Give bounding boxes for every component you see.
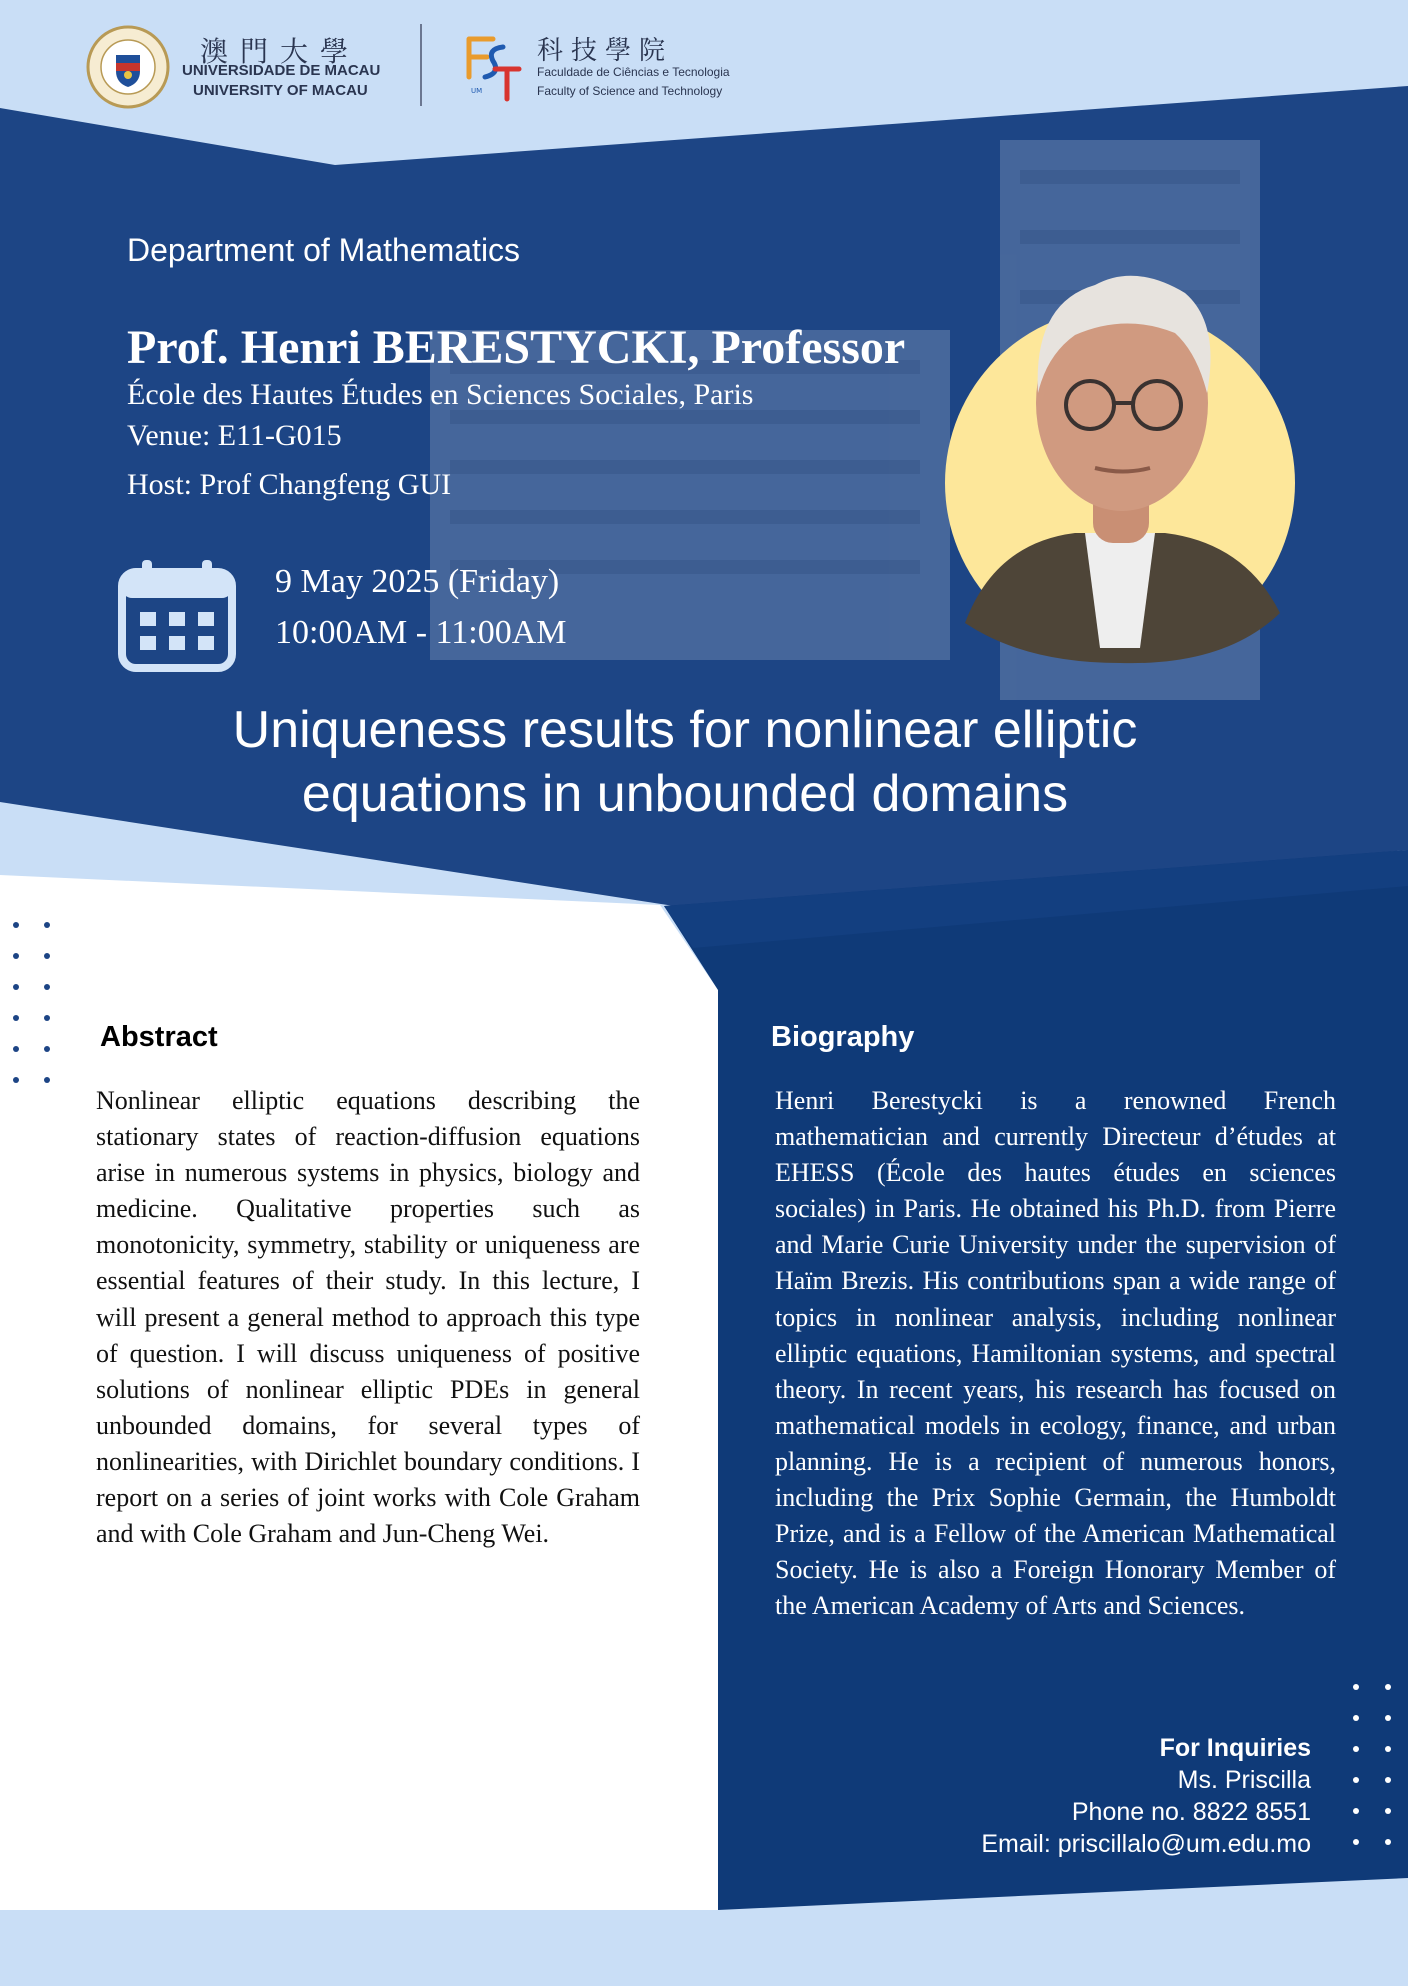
host: Host: Prof Changfeng GUI bbox=[127, 468, 452, 501]
calendar-icon bbox=[118, 560, 236, 672]
talk-title-line-1: Uniqueness results for nonlinear elliptic bbox=[232, 701, 1138, 759]
biography-text: Henri Berestycki is a renowned French mathematician and currently Directeur d’études at EHESS (École des hautes études en sciences sociales) in Paris. He obtained his Ph.D. from Pierre and Marie Curie University under the supervision of Haïm Brezis. His contributions span a wide range of topics in nonlinear analysis, including nonlinear elliptic equations, Hamiltonian systems, and spectral theory. In recent years, his research has focused on mathematical models in ecology, finance, and urban planning. He is a recipient of numerous honors, including the Prix Sophie Germain, the Humboldt Prize, and is a Fellow of the American Mathematical Society. He is also a Foreign Honorary Member of the American Academy of Arts and Sciences. bbox=[775, 1086, 1336, 1621]
abstract-heading: Abstract bbox=[100, 1021, 218, 1053]
talk-title bbox=[120, 698, 1250, 826]
event-date: 9 May 2025 (Friday) bbox=[275, 563, 560, 600]
fst-logo bbox=[463, 33, 523, 103]
venue: Venue: E11-G015 bbox=[127, 419, 342, 452]
department-label: Department of Mathematics bbox=[127, 232, 521, 268]
speaker-portrait bbox=[935, 243, 1305, 666]
inquiries-email[interactable]: Email: priscillalo@um.edu.mo bbox=[981, 1830, 1311, 1858]
um-chinese-name: 澳門大學 bbox=[200, 35, 361, 68]
inquiries-heading: For Inquiries bbox=[1159, 1734, 1311, 1762]
svg-text:UM: UM bbox=[471, 87, 483, 95]
biography-heading: Biography bbox=[771, 1021, 915, 1053]
fst-chinese-name: 科技學院 bbox=[537, 36, 674, 66]
talk-title-line-2: equations in unbounded domains bbox=[301, 765, 1069, 823]
inquiries-phone: Phone no. 8822 8551 bbox=[1071, 1798, 1311, 1826]
university-seal-logo bbox=[86, 25, 170, 109]
speaker-affiliation: École des Hautes Études en Sciences Sociales, Paris bbox=[127, 378, 754, 411]
inquiries-contact-name: Ms. Priscilla bbox=[1177, 1766, 1311, 1794]
um-name-portuguese: UNIVERSIDADE DE MACAU bbox=[182, 62, 381, 79]
event-time: 10:00AM - 11:00AM bbox=[275, 614, 567, 651]
speaker-name: Prof. Henri BERESTYCKI, Professor bbox=[127, 321, 906, 374]
fst-name-english: Faculty of Science and Technology bbox=[537, 84, 723, 98]
fst-name-portuguese: Faculdade de Ciências e Tecnologia bbox=[537, 65, 730, 79]
um-name-english: UNIVERSITY OF MACAU bbox=[193, 82, 368, 99]
abstract-text: Nonlinear elliptic equations describing the stationary states of reaction-diffusion equations arise in numerous systems in physics, biology and medicine. Qualitative properties such as monotonicity, symmetry, stability or uniqueness are essential features of their study. In this lecture, I will present a general method to approach this type of question. I will discuss uniqueness of positive solutions of nonlinear elliptic PDEs in general unbounded domains, for several types of nonlinearities, with Dirichlet boundary conditions. I report on a series of joint works with Cole Graham and with Cole Graham and Jun-Cheng Wei. bbox=[96, 1086, 640, 1549]
